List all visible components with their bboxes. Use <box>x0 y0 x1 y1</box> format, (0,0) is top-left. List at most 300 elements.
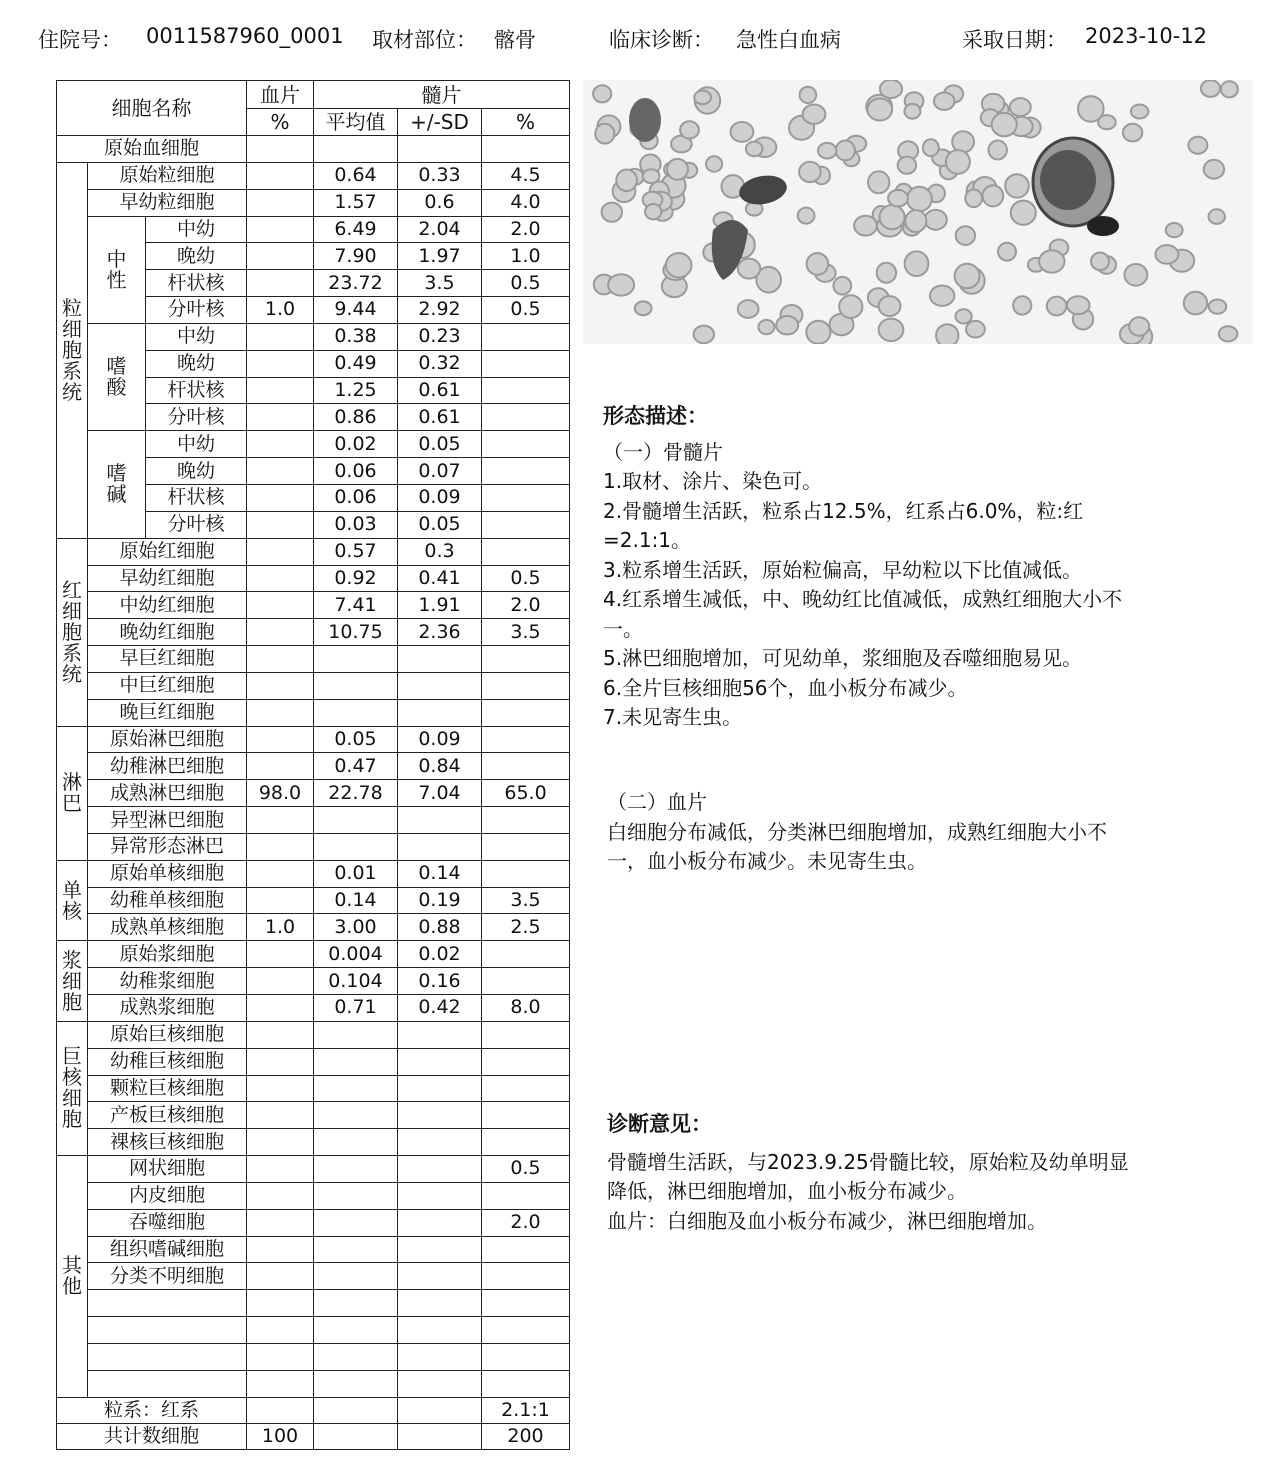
cell-name: 分叶核 <box>146 511 247 538</box>
table-row <box>57 1129 570 1156</box>
marrow-pct <box>482 458 570 485</box>
marrow-mean <box>314 699 398 726</box>
blood-pct <box>247 753 314 780</box>
marrow-pct <box>482 538 570 565</box>
red-blood-cell-shape <box>907 187 932 211</box>
cell-name: 原始巨核细胞 <box>88 1021 247 1048</box>
header-blood-pct: % <box>247 109 314 136</box>
blood-pct <box>247 216 314 243</box>
red-blood-cell-shape <box>880 205 905 229</box>
marrow-sd <box>398 1236 482 1263</box>
blood-pct <box>247 1290 314 1317</box>
table-row <box>57 699 570 726</box>
marrow-sd: 0.41 <box>398 565 482 592</box>
cell-name: 早巨红细胞 <box>88 646 247 673</box>
morphology-title: 形态描述： <box>603 404 708 428</box>
marrow-mean <box>314 1290 398 1317</box>
cell-name: 幼稚单核细胞 <box>88 887 247 914</box>
table-row <box>57 431 570 458</box>
marrow-mean <box>314 646 398 673</box>
red-blood-cell-shape <box>888 190 908 207</box>
red-blood-cell-shape <box>833 277 851 295</box>
total-row <box>57 1423 570 1449</box>
marrow-mean: 0.47 <box>314 753 398 780</box>
marrow-pct <box>482 431 570 458</box>
marrow-pct: 2.0 <box>482 1209 570 1236</box>
marrow-sd: 0.02 <box>398 941 482 968</box>
table-row <box>57 887 570 914</box>
group-label-text: 其他 <box>62 1253 82 1299</box>
marrow-sd <box>398 699 482 726</box>
marrow-pct <box>482 1263 570 1290</box>
marrow-sd: 0.32 <box>398 350 482 377</box>
group-label-ery <box>57 538 88 726</box>
marrow-mean: 0.06 <box>314 458 398 485</box>
cell-name <box>88 1317 247 1344</box>
ratio-label: 粒系：红系 <box>57 1397 247 1423</box>
blood-pct <box>247 860 314 887</box>
blood-pct <box>247 1317 314 1344</box>
red-blood-cell-shape <box>798 208 815 224</box>
subgroup-label-text: 嗜酸 <box>106 354 127 400</box>
marrow-pct: 3.5 <box>482 619 570 646</box>
table-row <box>57 136 570 163</box>
ratio-blood <box>247 1397 314 1423</box>
red-blood-cell-shape <box>992 113 1017 136</box>
blood-pct <box>247 592 314 619</box>
cell-name: 杆状核 <box>146 270 247 297</box>
marrow-sd <box>398 807 482 834</box>
group-label-text: 淋巴 <box>62 770 82 816</box>
marrow-pct <box>482 968 570 995</box>
table-row <box>57 1182 570 1209</box>
marrow-sd: 0.61 <box>398 377 482 404</box>
table-row <box>57 189 570 216</box>
site-label: 取材部位： <box>372 28 477 52</box>
marrow-sd: 2.92 <box>398 297 482 324</box>
red-blood-cell-shape <box>879 296 901 316</box>
marrow-sd <box>398 1182 482 1209</box>
cell-name: 异型淋巴细胞 <box>88 807 247 834</box>
red-blood-cell-shape <box>1091 253 1109 271</box>
marrow-mean <box>314 1236 398 1263</box>
red-blood-cell-shape <box>934 93 955 110</box>
red-blood-cell-shape <box>854 216 877 236</box>
red-blood-cell-shape <box>818 143 836 159</box>
table-row <box>57 1209 570 1236</box>
marrow-pct <box>482 404 570 431</box>
diagnosis: 急性白血病 <box>736 28 841 52</box>
blood-pct <box>247 1263 314 1290</box>
red-blood-cell-shape <box>799 162 821 182</box>
marrow-pct <box>482 646 570 673</box>
marrow-sd: 0.16 <box>398 968 482 995</box>
red-blood-cell-shape <box>879 319 904 341</box>
cell-name: 网状细胞 <box>88 1156 247 1183</box>
red-blood-cell-shape <box>1011 201 1036 225</box>
marrow-pct <box>482 511 570 538</box>
marrow-pct <box>482 860 570 887</box>
marrow-sd <box>398 1075 482 1102</box>
blood-pct <box>247 323 314 350</box>
marrow-sd <box>398 1021 482 1048</box>
marrow-mean: 22.78 <box>314 780 398 807</box>
text-line: 7.未见寄生虫。 <box>603 705 743 729</box>
marrow-mean: 0.004 <box>314 941 398 968</box>
table-row <box>57 1290 570 1317</box>
table-row <box>57 323 570 350</box>
blood-pct <box>247 1048 314 1075</box>
cell-name: 吞噬细胞 <box>88 1209 247 1236</box>
cell-name: 颗粒巨核细胞 <box>88 1075 247 1102</box>
cell-name: 晚巨红细胞 <box>88 699 247 726</box>
marrow-sd <box>398 1263 482 1290</box>
marrow-sd: 0.42 <box>398 995 482 1022</box>
blood-pct <box>247 619 314 646</box>
blood-pct <box>247 941 314 968</box>
marrow-mean: 0.92 <box>314 565 398 592</box>
red-blood-cell-shape <box>1067 296 1090 314</box>
marrow-pct: 2.0 <box>482 216 570 243</box>
red-blood-cell-shape <box>839 295 862 318</box>
subgroup-label-text: 嗜碱 <box>106 461 127 507</box>
group-label-text: 红细胞系统 <box>62 577 82 686</box>
red-blood-cell-shape <box>1010 98 1031 116</box>
marrow-pct: 4.5 <box>482 162 570 189</box>
table-row <box>57 941 570 968</box>
marrow-pct <box>482 136 570 163</box>
cell-name: 分类不明细胞 <box>88 1263 247 1290</box>
red-blood-cell-shape <box>1131 105 1148 119</box>
marrow-mean <box>314 672 398 699</box>
red-blood-cell-shape <box>1184 292 1207 315</box>
red-blood-cell-shape <box>602 203 622 222</box>
group-label-mono <box>57 860 88 941</box>
cell-name: 原始血细胞 <box>57 136 247 163</box>
marrow-mean <box>314 833 398 860</box>
marrow-sd: 0.19 <box>398 887 482 914</box>
cell-name: 产板巨核细胞 <box>88 1102 247 1129</box>
group-label-other <box>57 1156 88 1398</box>
cell-name: 内皮细胞 <box>88 1182 247 1209</box>
cell-count-table <box>56 80 570 1450</box>
marrow-description <box>603 467 1122 733</box>
morphology-section <box>603 402 1122 733</box>
table-row <box>57 968 570 995</box>
table-row <box>57 1156 570 1183</box>
marrow-mean: 0.49 <box>314 350 398 377</box>
marrow-mean: 0.104 <box>314 968 398 995</box>
red-blood-cell-shape <box>595 124 614 144</box>
marrow-pct <box>482 699 570 726</box>
table-row <box>57 1102 570 1129</box>
red-blood-cell-shape <box>1209 300 1227 314</box>
conclusion-text <box>607 1148 1129 1237</box>
cell-name: 分叶核 <box>146 404 247 431</box>
marrow-pct <box>482 484 570 511</box>
table-row <box>57 726 570 753</box>
table-row <box>57 860 570 887</box>
cell-name: 中巨红细胞 <box>88 672 247 699</box>
text-line: 一，血小板分布减少。未见寄生虫。 <box>607 849 927 873</box>
blood-pct <box>247 538 314 565</box>
marrow-mean: 0.06 <box>314 484 398 511</box>
red-blood-cell-shape <box>1204 160 1224 179</box>
text-line: =2.1:1。 <box>603 528 692 552</box>
cell-name: 原始单核细胞 <box>88 860 247 887</box>
blood-pct <box>247 833 314 860</box>
subgroup-label-eos <box>88 323 146 430</box>
table-row <box>57 1263 570 1290</box>
blood-pct <box>247 1102 314 1129</box>
red-blood-cell-shape <box>966 321 985 338</box>
cell-name: 裸核巨核细胞 <box>88 1129 247 1156</box>
red-blood-cell-shape <box>680 121 699 138</box>
cell-name: 中幼 <box>146 216 247 243</box>
blood-pct <box>247 699 314 726</box>
table-row <box>57 1048 570 1075</box>
marrow-mean: 0.71 <box>314 995 398 1022</box>
marrow-pct <box>482 1182 570 1209</box>
blood-pct: 98.0 <box>247 780 314 807</box>
marrow-sd: 2.04 <box>398 216 482 243</box>
marrow-sd <box>398 1209 482 1236</box>
conclusion-title: 诊断意见： <box>607 1112 712 1136</box>
conclusion-section <box>607 1110 1129 1236</box>
text-line: 1.取材、涂片、染色可。 <box>603 469 823 493</box>
date-label: 采取日期： <box>962 28 1067 52</box>
marrow-sd: 0.6 <box>398 189 482 216</box>
red-blood-cell-shape <box>923 139 939 156</box>
marrow-pct: 4.0 <box>482 189 570 216</box>
marrow-pct: 2.0 <box>482 592 570 619</box>
blood-pct <box>247 189 314 216</box>
red-blood-cell-shape <box>955 264 980 289</box>
blood-pct <box>247 1370 314 1397</box>
header-blood: 血片 <box>247 81 314 109</box>
red-blood-cell-shape <box>877 263 896 283</box>
patient-id-label: 住院号： <box>38 28 122 52</box>
table-row <box>57 995 570 1022</box>
red-blood-cell-shape <box>1221 81 1238 97</box>
marrow-sd <box>398 1317 482 1344</box>
total-label: 共计数细胞 <box>57 1423 247 1449</box>
blood-section <box>607 788 1107 877</box>
marrow-pct <box>482 350 570 377</box>
marrow-sd: 0.61 <box>398 404 482 431</box>
marrow-sd: 0.3 <box>398 538 482 565</box>
marrow-pct: 8.0 <box>482 995 570 1022</box>
red-blood-cell-shape <box>1201 80 1220 97</box>
red-blood-cell-shape <box>1125 264 1148 286</box>
marrow-sd: 2.36 <box>398 619 482 646</box>
cell-name: 幼稚巨核细胞 <box>88 1048 247 1075</box>
red-blood-cell-shape <box>593 85 611 102</box>
red-blood-cell-shape <box>880 80 902 98</box>
blood-pct <box>247 646 314 673</box>
cell-name: 幼稚淋巴细胞 <box>88 753 247 780</box>
red-blood-cell-shape <box>905 210 926 232</box>
cell-name <box>88 1370 247 1397</box>
text-line: 5.淋巴细胞增加，可见幼单，浆细胞及吞噬细胞易见。 <box>603 646 1083 670</box>
blood-pct <box>247 1209 314 1236</box>
marrow-heading: （一）骨髓片 <box>603 439 723 464</box>
text-line: 降低，淋巴细胞增加，血小板分布减少。 <box>607 1179 967 1203</box>
red-blood-cell-shape <box>667 159 688 180</box>
red-blood-cell-shape <box>905 251 929 276</box>
marrow-pct <box>482 1370 570 1397</box>
blood-pct <box>247 807 314 834</box>
marrow-mean: 1.57 <box>314 189 398 216</box>
header-marrow-pct: % <box>482 109 570 136</box>
red-blood-cell-shape <box>836 141 855 161</box>
table-row <box>57 1370 570 1397</box>
marrow-mean <box>314 1129 398 1156</box>
cell-name: 原始浆细胞 <box>88 941 247 968</box>
marrow-sd: 0.33 <box>398 162 482 189</box>
blood-pct <box>247 270 314 297</box>
marrow-pct <box>482 1317 570 1344</box>
marrow-pct: 1.0 <box>482 243 570 270</box>
marrow-sd: 0.88 <box>398 914 482 941</box>
blood-pct <box>247 377 314 404</box>
group-label-text: 单核 <box>62 877 82 923</box>
red-blood-cell-shape <box>989 141 1007 160</box>
red-blood-cell-shape <box>776 316 798 334</box>
marrow-mean <box>314 1370 398 1397</box>
marrow-sd <box>398 1370 482 1397</box>
marrow-sd: 1.97 <box>398 243 482 270</box>
marrow-mean: 1.25 <box>314 377 398 404</box>
red-blood-cell-shape <box>803 105 826 124</box>
site: 髂骨 <box>494 28 536 52</box>
marrow-pct <box>482 1129 570 1156</box>
text-line: 2.骨髓增生活跃，粒系占12.5%，红系占6.0%，粒:红 <box>603 498 1084 523</box>
blood-pct <box>247 511 314 538</box>
marrow-mean <box>314 136 398 163</box>
marrow-sd: 0.14 <box>398 860 482 887</box>
group-label-lym <box>57 726 88 860</box>
marrow-sd <box>398 1129 482 1156</box>
marrow-sd <box>398 833 482 860</box>
group-label-gran <box>57 162 88 538</box>
marrow-pct <box>482 1236 570 1263</box>
cell-name: 早幼红细胞 <box>88 565 247 592</box>
total-sd <box>398 1423 482 1449</box>
marrow-pct <box>482 833 570 860</box>
red-blood-cell-shape <box>1155 245 1178 264</box>
red-blood-cell-shape <box>956 226 975 245</box>
table-row <box>57 780 570 807</box>
cell-name: 晚幼 <box>146 350 247 377</box>
marrow-sd: 3.5 <box>398 270 482 297</box>
blood-heading: （二）血片 <box>607 790 707 814</box>
blood-pct <box>247 1343 314 1370</box>
ratio-row <box>57 1397 570 1423</box>
table-row <box>57 1317 570 1344</box>
marrow-mean <box>314 1075 398 1102</box>
marrow-pct: 65.0 <box>482 780 570 807</box>
blood-pct <box>247 887 314 914</box>
marrow-mean: 0.03 <box>314 511 398 538</box>
marrow-mean: 3.00 <box>314 914 398 941</box>
table-row <box>57 216 570 243</box>
group-label-plasma <box>57 941 88 1022</box>
marrow-sd: 0.07 <box>398 458 482 485</box>
cell-name: 异常形态淋巴 <box>88 833 247 860</box>
marrow-mean <box>314 807 398 834</box>
cell-name: 成熟单核细胞 <box>88 914 247 941</box>
text-line: 白细胞分布减低，分类淋巴细胞增加，成熟红细胞大小不 <box>607 819 1107 844</box>
marrow-mean <box>314 1263 398 1290</box>
marrow-mean: 0.38 <box>314 323 398 350</box>
marrow-pct <box>482 672 570 699</box>
red-blood-cell-shape <box>746 142 763 157</box>
table-row <box>57 672 570 699</box>
marrow-mean: 0.14 <box>314 887 398 914</box>
table-row <box>57 592 570 619</box>
cell-name: 晚幼红细胞 <box>88 619 247 646</box>
group-label-text: 浆细胞 <box>62 947 82 1014</box>
red-blood-cell-shape <box>868 171 889 193</box>
blood-pct <box>247 995 314 1022</box>
marrow-pct <box>482 1048 570 1075</box>
red-blood-cell-shape <box>930 286 954 306</box>
blood-pct <box>247 1021 314 1048</box>
text-line: 6.全片巨核细胞56个，血小板分布减少。 <box>603 675 968 700</box>
group-label-mega <box>57 1021 88 1155</box>
marrow-mean: 7.41 <box>314 592 398 619</box>
marrow-sd <box>398 646 482 673</box>
marrow-sd: 7.04 <box>398 780 482 807</box>
red-blood-cell-shape <box>925 210 947 230</box>
red-blood-cell-shape <box>731 122 754 142</box>
marrow-pct <box>482 1021 570 1048</box>
red-blood-cell-shape <box>983 185 1004 206</box>
cell-name <box>88 1290 247 1317</box>
cell-name: 晚幼 <box>146 458 247 485</box>
blood-pct: 1.0 <box>247 297 314 324</box>
blood-pct <box>247 350 314 377</box>
red-blood-cell-shape <box>738 259 760 279</box>
cell-name: 成熟浆细胞 <box>88 995 247 1022</box>
cell-name: 分叶核 <box>146 297 247 324</box>
header-marrow: 髓片 <box>314 81 570 109</box>
marrow-mean <box>314 1317 398 1344</box>
total-marrow: 200 <box>482 1423 570 1449</box>
red-blood-cell-shape <box>616 170 637 192</box>
text-line: 血片：白细胞及血小板分布减少，淋巴细胞增加。 <box>607 1208 1047 1233</box>
table-row <box>57 619 570 646</box>
red-blood-cell-shape <box>946 150 970 174</box>
table-row <box>57 914 570 941</box>
marrow-pct: 3.5 <box>482 887 570 914</box>
blood-pct <box>247 565 314 592</box>
marrow-pct <box>482 1102 570 1129</box>
cell-name: 成熟淋巴细胞 <box>88 780 247 807</box>
cell-name: 组织嗜碱细胞 <box>88 1236 247 1263</box>
table-row <box>57 162 570 189</box>
table-row <box>57 1021 570 1048</box>
blood-pct <box>247 1236 314 1263</box>
red-blood-cell-shape <box>807 253 829 275</box>
red-blood-cell-shape <box>956 309 972 323</box>
cell-name <box>88 1343 247 1370</box>
marrow-sd <box>398 136 482 163</box>
cell-name: 杆状核 <box>146 377 247 404</box>
marrow-pct <box>482 1290 570 1317</box>
marrow-mean: 0.86 <box>314 404 398 431</box>
